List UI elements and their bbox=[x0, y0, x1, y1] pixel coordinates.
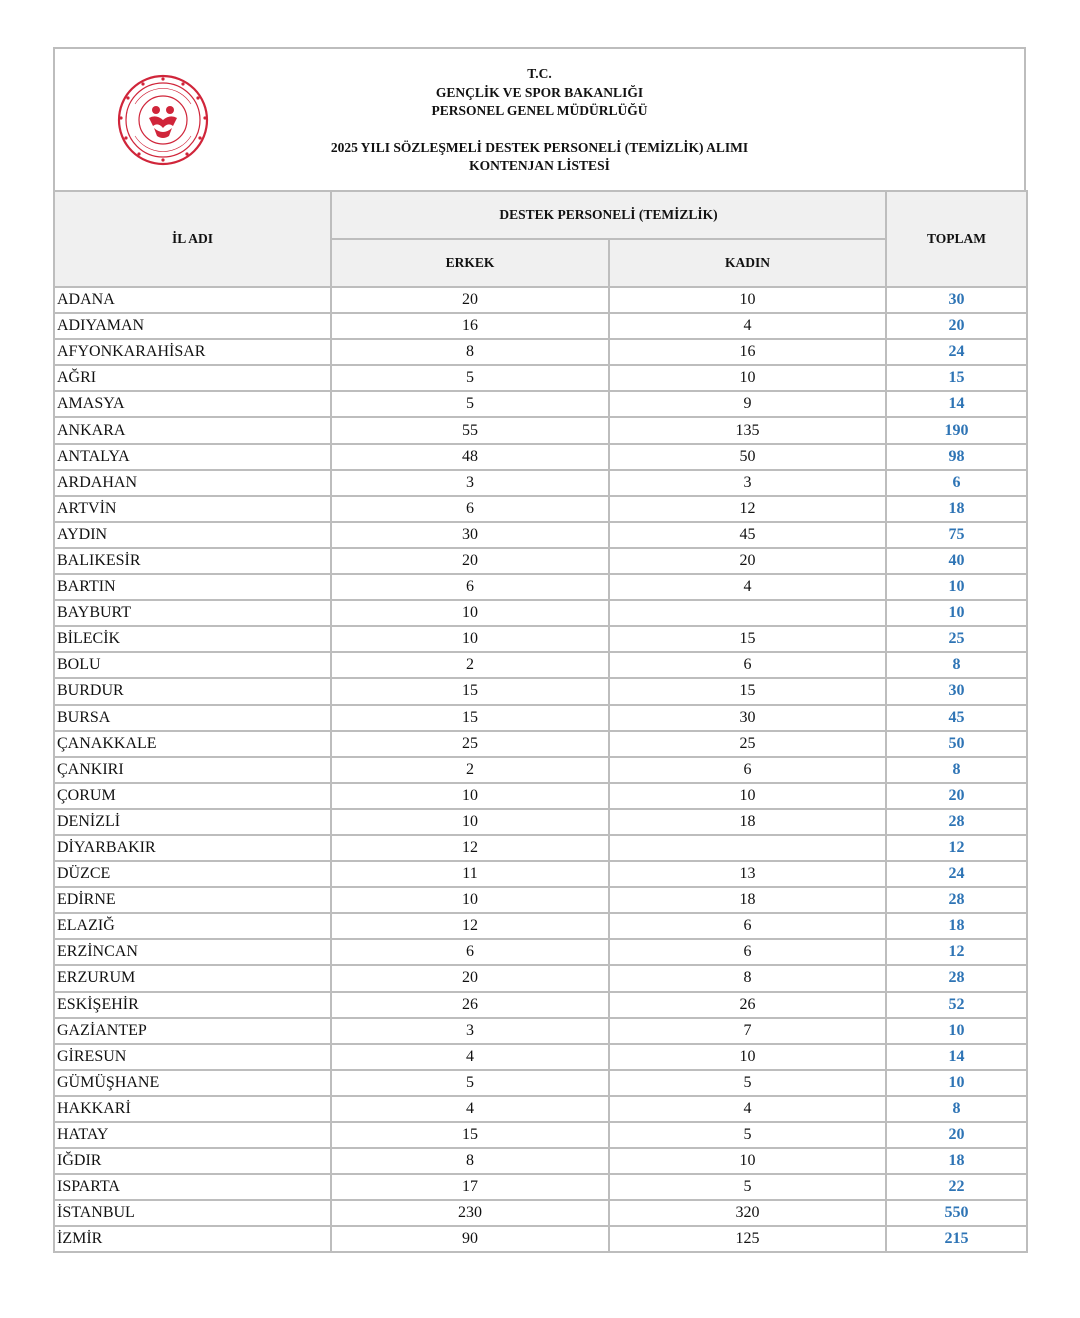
cell-il: BİLECİK bbox=[54, 626, 331, 652]
cell-toplam: 28 bbox=[886, 809, 1027, 835]
cell-toplam: 12 bbox=[886, 939, 1027, 965]
cell-kadin: 13 bbox=[609, 861, 886, 887]
cell-toplam: 6 bbox=[886, 470, 1027, 496]
cell-toplam: 14 bbox=[886, 1044, 1027, 1070]
table-row bbox=[54, 678, 1027, 704]
cell-il: DÜZCE bbox=[54, 861, 331, 887]
cell-erkek: 3 bbox=[331, 1018, 609, 1044]
cell-kadin: 7 bbox=[609, 1018, 886, 1044]
cell-toplam: 18 bbox=[886, 1148, 1027, 1174]
cell-il: ÇANAKKALE bbox=[54, 731, 331, 757]
table-row bbox=[54, 522, 1027, 548]
cell-kadin bbox=[609, 835, 886, 861]
cell-erkek: 17 bbox=[331, 1174, 609, 1200]
title-ministry: GENÇLİK VE SPOR BAKANLIĞI bbox=[435, 84, 644, 100]
header-erkek: ERKEK bbox=[331, 239, 609, 287]
table-row bbox=[54, 339, 1027, 365]
cell-kadin: 5 bbox=[609, 1174, 886, 1200]
document-title-block bbox=[55, 65, 1024, 176]
cell-il: ADIYAMAN bbox=[54, 313, 331, 339]
cell-toplam: 10 bbox=[886, 574, 1027, 600]
cell-erkek: 12 bbox=[331, 835, 609, 861]
cell-erkek: 12 bbox=[331, 913, 609, 939]
cell-toplam: 40 bbox=[886, 548, 1027, 574]
cell-kadin: 10 bbox=[609, 1148, 886, 1174]
cell-toplam: 18 bbox=[886, 496, 1027, 522]
document-sheet bbox=[53, 47, 1026, 1253]
cell-erkek: 6 bbox=[331, 939, 609, 965]
table-row bbox=[54, 417, 1027, 443]
cell-erkek: 5 bbox=[331, 391, 609, 417]
cell-erkek: 55 bbox=[331, 417, 609, 443]
table-row bbox=[54, 1018, 1027, 1044]
cell-toplam: 28 bbox=[886, 965, 1027, 991]
table-row bbox=[54, 287, 1027, 313]
table-row bbox=[54, 757, 1027, 783]
cell-toplam: 75 bbox=[886, 522, 1027, 548]
header-group: DESTEK PERSONELİ (TEMİZLİK) bbox=[331, 191, 886, 239]
cell-il: BARTIN bbox=[54, 574, 331, 600]
cell-kadin: 4 bbox=[609, 1096, 886, 1122]
cell-erkek: 10 bbox=[331, 626, 609, 652]
table-row bbox=[54, 809, 1027, 835]
table-row bbox=[54, 1070, 1027, 1096]
table-row bbox=[54, 992, 1027, 1018]
cell-kadin: 6 bbox=[609, 939, 886, 965]
table-row bbox=[54, 313, 1027, 339]
cell-il: ARTVİN bbox=[54, 496, 331, 522]
cell-kadin: 15 bbox=[609, 678, 886, 704]
cell-kadin: 10 bbox=[609, 783, 886, 809]
cell-il: ERZURUM bbox=[54, 965, 331, 991]
cell-il: ANKARA bbox=[54, 417, 331, 443]
cell-erkek: 15 bbox=[331, 678, 609, 704]
cell-erkek: 10 bbox=[331, 887, 609, 913]
cell-erkek: 4 bbox=[331, 1096, 609, 1122]
cell-il: GAZİANTEP bbox=[54, 1018, 331, 1044]
table-row bbox=[54, 965, 1027, 991]
cell-il: BURSA bbox=[54, 705, 331, 731]
cell-kadin: 50 bbox=[609, 444, 886, 470]
cell-kadin: 26 bbox=[609, 992, 886, 1018]
cell-il: ÇORUM bbox=[54, 783, 331, 809]
cell-kadin: 10 bbox=[609, 1044, 886, 1070]
cell-il: ISPARTA bbox=[54, 1174, 331, 1200]
table-row bbox=[54, 365, 1027, 391]
cell-kadin: 5 bbox=[609, 1070, 886, 1096]
cell-kadin bbox=[609, 600, 886, 626]
cell-toplam: 20 bbox=[886, 783, 1027, 809]
cell-toplam: 215 bbox=[886, 1226, 1027, 1252]
cell-kadin: 6 bbox=[609, 913, 886, 939]
cell-toplam: 190 bbox=[886, 417, 1027, 443]
cell-erkek: 20 bbox=[331, 965, 609, 991]
cell-erkek: 15 bbox=[331, 705, 609, 731]
cell-erkek: 2 bbox=[331, 757, 609, 783]
cell-toplam: 45 bbox=[886, 705, 1027, 731]
table-row bbox=[54, 1148, 1027, 1174]
cell-il: İSTANBUL bbox=[54, 1200, 331, 1226]
cell-il: ADANA bbox=[54, 287, 331, 313]
cell-toplam: 30 bbox=[886, 287, 1027, 313]
cell-il: DİYARBAKIR bbox=[54, 835, 331, 861]
table-row bbox=[54, 626, 1027, 652]
cell-kadin: 125 bbox=[609, 1226, 886, 1252]
cell-toplam: 12 bbox=[886, 835, 1027, 861]
table-row bbox=[54, 391, 1027, 417]
cell-toplam: 10 bbox=[886, 1018, 1027, 1044]
cell-erkek: 30 bbox=[331, 522, 609, 548]
table-row bbox=[54, 939, 1027, 965]
cell-erkek: 3 bbox=[331, 470, 609, 496]
cell-toplam: 30 bbox=[886, 678, 1027, 704]
document-header bbox=[53, 47, 1026, 190]
table-row bbox=[54, 496, 1027, 522]
cell-kadin: 320 bbox=[609, 1200, 886, 1226]
cell-erkek: 5 bbox=[331, 1070, 609, 1096]
cell-kadin: 10 bbox=[609, 365, 886, 391]
table-row bbox=[54, 600, 1027, 626]
cell-toplam: 550 bbox=[886, 1200, 1027, 1226]
cell-erkek: 6 bbox=[331, 496, 609, 522]
cell-kadin: 8 bbox=[609, 965, 886, 991]
table-row bbox=[54, 861, 1027, 887]
table-row bbox=[54, 574, 1027, 600]
cell-il: AFYONKARAHİSAR bbox=[54, 339, 331, 365]
cell-toplam: 10 bbox=[886, 600, 1027, 626]
cell-il: AMASYA bbox=[54, 391, 331, 417]
table-row bbox=[54, 444, 1027, 470]
cell-erkek: 20 bbox=[331, 548, 609, 574]
cell-kadin: 4 bbox=[609, 313, 886, 339]
header-il-adi: İL ADI bbox=[54, 191, 331, 287]
table-row bbox=[54, 1044, 1027, 1070]
table-row bbox=[54, 1226, 1027, 1252]
table-row bbox=[54, 1174, 1027, 1200]
cell-kadin: 5 bbox=[609, 1122, 886, 1148]
cell-toplam: 25 bbox=[886, 626, 1027, 652]
cell-toplam: 8 bbox=[886, 652, 1027, 678]
cell-erkek: 90 bbox=[331, 1226, 609, 1252]
cell-kadin: 135 bbox=[609, 417, 886, 443]
cell-il: ANTALYA bbox=[54, 444, 331, 470]
cell-erkek: 15 bbox=[331, 1122, 609, 1148]
cell-kadin: 16 bbox=[609, 339, 886, 365]
cell-il: GÜMÜŞHANE bbox=[54, 1070, 331, 1096]
header-kadin: KADIN bbox=[609, 239, 886, 287]
cell-kadin: 3 bbox=[609, 470, 886, 496]
cell-kadin: 30 bbox=[609, 705, 886, 731]
cell-toplam: 10 bbox=[886, 1070, 1027, 1096]
cell-toplam: 20 bbox=[886, 1122, 1027, 1148]
cell-erkek: 6 bbox=[331, 574, 609, 600]
cell-il: GİRESUN bbox=[54, 1044, 331, 1070]
cell-kadin: 6 bbox=[609, 757, 886, 783]
cell-toplam: 22 bbox=[886, 1174, 1027, 1200]
cell-toplam: 50 bbox=[886, 731, 1027, 757]
cell-toplam: 14 bbox=[886, 391, 1027, 417]
cell-toplam: 18 bbox=[886, 913, 1027, 939]
cell-erkek: 8 bbox=[331, 1148, 609, 1174]
table-row bbox=[54, 705, 1027, 731]
cell-toplam: 28 bbox=[886, 887, 1027, 913]
cell-il: ELAZIĞ bbox=[54, 913, 331, 939]
cell-kadin: 4 bbox=[609, 574, 886, 600]
cell-toplam: 24 bbox=[886, 861, 1027, 887]
cell-erkek: 5 bbox=[331, 365, 609, 391]
cell-toplam: 20 bbox=[886, 313, 1027, 339]
cell-toplam: 15 bbox=[886, 365, 1027, 391]
cell-il: BAYBURT bbox=[54, 600, 331, 626]
header-toplam: TOPLAM bbox=[886, 191, 1027, 287]
title-tc: T.C. bbox=[527, 66, 552, 81]
cell-kadin: 10 bbox=[609, 287, 886, 313]
cell-il: ESKİŞEHİR bbox=[54, 992, 331, 1018]
cell-kadin: 20 bbox=[609, 548, 886, 574]
cell-il: HATAY bbox=[54, 1122, 331, 1148]
table-row bbox=[54, 652, 1027, 678]
cell-toplam: 8 bbox=[886, 757, 1027, 783]
cell-erkek: 230 bbox=[331, 1200, 609, 1226]
cell-toplam: 24 bbox=[886, 339, 1027, 365]
cell-erkek: 10 bbox=[331, 809, 609, 835]
title-recruitment: 2025 YILI SÖZLEŞMELİ DESTEK PERSONELİ (TEMİZLİK) ALIMI bbox=[330, 139, 749, 155]
cell-il: İZMİR bbox=[54, 1226, 331, 1252]
table-row bbox=[54, 887, 1027, 913]
table-row bbox=[54, 783, 1027, 809]
cell-kadin: 15 bbox=[609, 626, 886, 652]
cell-il: DENİZLİ bbox=[54, 809, 331, 835]
cell-toplam: 98 bbox=[886, 444, 1027, 470]
table-body bbox=[54, 287, 1027, 1252]
cell-il: ARDAHAN bbox=[54, 470, 331, 496]
quota-table bbox=[53, 190, 1028, 1253]
cell-il: ERZİNCAN bbox=[54, 939, 331, 965]
cell-erkek: 11 bbox=[331, 861, 609, 887]
table-row bbox=[54, 835, 1027, 861]
table-row bbox=[54, 470, 1027, 496]
cell-kadin: 12 bbox=[609, 496, 886, 522]
cell-il: BURDUR bbox=[54, 678, 331, 704]
cell-erkek: 10 bbox=[331, 783, 609, 809]
cell-erkek: 16 bbox=[331, 313, 609, 339]
cell-kadin: 6 bbox=[609, 652, 886, 678]
cell-il: BALIKESİR bbox=[54, 548, 331, 574]
cell-toplam: 52 bbox=[886, 992, 1027, 1018]
table-row bbox=[54, 1200, 1027, 1226]
cell-erkek: 8 bbox=[331, 339, 609, 365]
cell-il: AYDIN bbox=[54, 522, 331, 548]
table-row bbox=[54, 1122, 1027, 1148]
title-quota-list: KONTENJAN LİSTESİ bbox=[469, 158, 610, 173]
cell-kadin: 18 bbox=[609, 887, 886, 913]
table-row bbox=[54, 731, 1027, 757]
cell-kadin: 9 bbox=[609, 391, 886, 417]
cell-erkek: 10 bbox=[331, 600, 609, 626]
cell-erkek: 25 bbox=[331, 731, 609, 757]
cell-erkek: 26 bbox=[331, 992, 609, 1018]
cell-erkek: 20 bbox=[331, 287, 609, 313]
cell-il: ÇANKIRI bbox=[54, 757, 331, 783]
table-row bbox=[54, 913, 1027, 939]
cell-kadin: 45 bbox=[609, 522, 886, 548]
cell-il: IĞDIR bbox=[54, 1148, 331, 1174]
cell-il: AĞRI bbox=[54, 365, 331, 391]
cell-il: EDİRNE bbox=[54, 887, 331, 913]
cell-erkek: 4 bbox=[331, 1044, 609, 1070]
cell-erkek: 2 bbox=[331, 652, 609, 678]
cell-erkek: 48 bbox=[331, 444, 609, 470]
cell-toplam: 8 bbox=[886, 1096, 1027, 1122]
title-directorate: PERSONEL GENEL MÜDÜRLÜĞÜ bbox=[431, 103, 648, 118]
cell-kadin: 25 bbox=[609, 731, 886, 757]
cell-il: BOLU bbox=[54, 652, 331, 678]
table-row bbox=[54, 1096, 1027, 1122]
cell-kadin: 18 bbox=[609, 809, 886, 835]
table-row bbox=[54, 548, 1027, 574]
cell-il: HAKKARİ bbox=[54, 1096, 331, 1122]
